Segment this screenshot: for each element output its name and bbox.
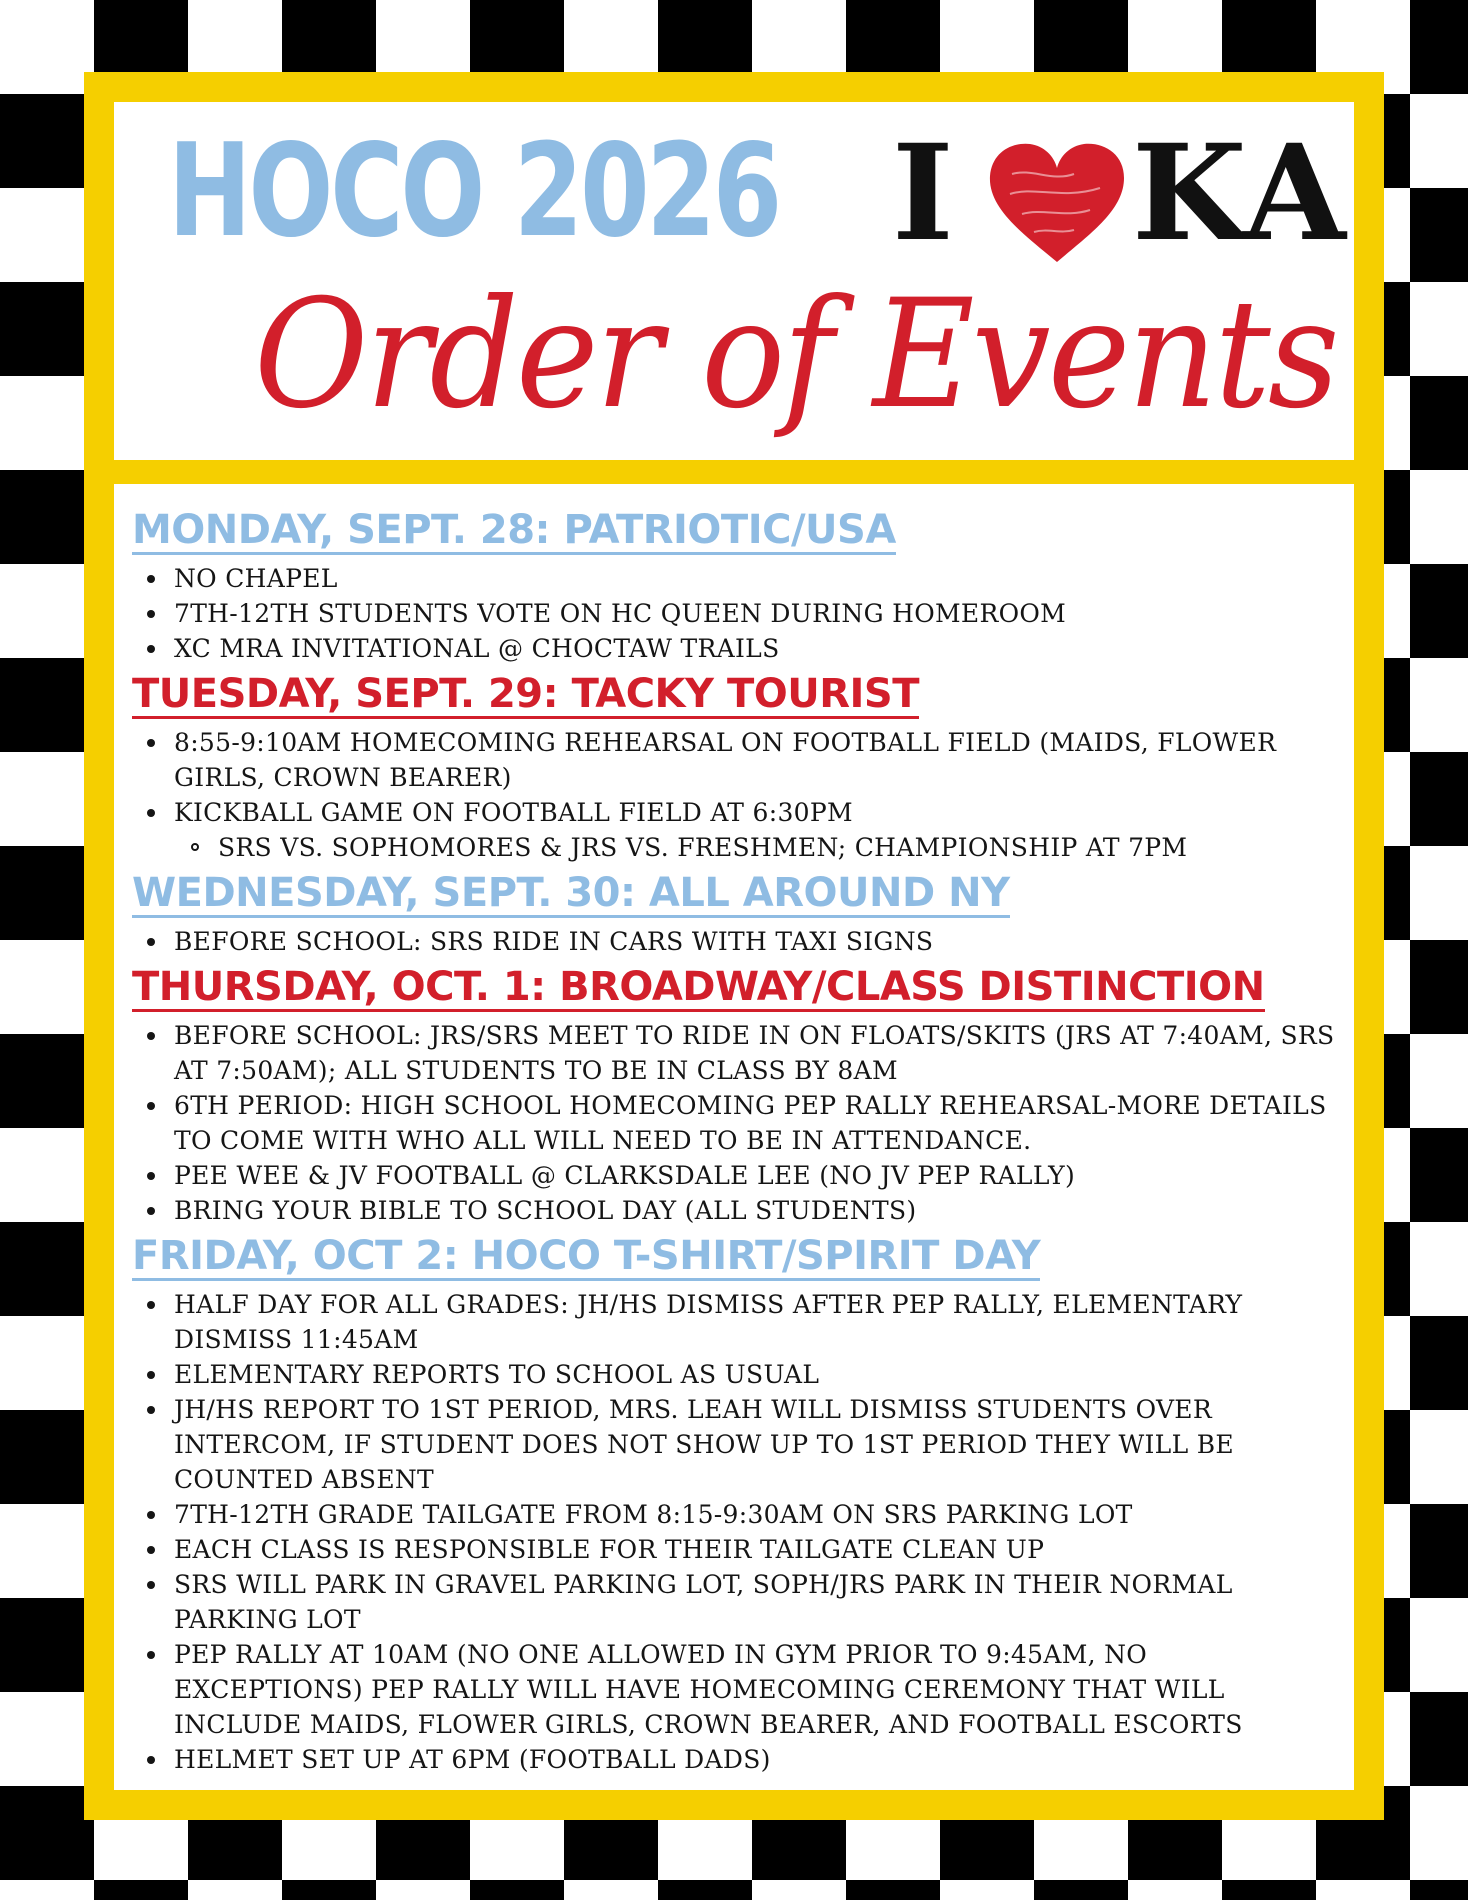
event-item (174, 1392, 1344, 1497)
event-text: KICKBALL GAME ON FOOTBALL FIELD AT 6:30PM (174, 798, 853, 827)
bullet-icon (147, 575, 155, 583)
event-text: JH/HS REPORT TO 1ST PERIOD, MRS. LEAH WILL DISMISS STUDENTS OVER INTERCOM, IF STUDENT DOES NOT SHOW UP TO 1ST PERIOD THEY WILL BE COUNTED ABSENT (174, 1395, 1234, 1494)
day-section (132, 507, 1344, 666)
event-item (174, 596, 1344, 631)
bullet-icon (147, 1371, 155, 1379)
event-item (174, 1742, 1344, 1777)
event-text: ELEMENTARY REPORTS TO SCHOOL AS USUAL (174, 1360, 820, 1389)
bullet-icon (147, 1207, 155, 1215)
yellow-frame (84, 72, 1384, 1820)
event-text: PEE WEE & JV FOOTBALL @ CLARKSDALE LEE (NO JV PEP RALLY) (174, 1161, 1075, 1190)
event-item (174, 1088, 1344, 1158)
event-text: HELMET SET UP AT 6PM (FOOTBALL DADS) (174, 1745, 771, 1774)
day-heading: WEDNESDAY, SEPT. 30: ALL AROUND NY (132, 870, 1010, 916)
event-item (174, 1532, 1344, 1567)
sub-event-item (218, 830, 1344, 865)
event-text: NO CHAPEL (174, 564, 338, 593)
event-text: HALF DAY FOR ALL GRADES: JH/HS DISMISS AFTER PEP RALLY, ELEMENTARY DISMISS 11:45AM (174, 1290, 1243, 1354)
day-section (132, 870, 1344, 959)
bullet-icon (147, 645, 155, 653)
event-item (174, 924, 1344, 959)
day-heading: THURSDAY, OCT. 1: BROADWAY/CLASS DISTINCTION (132, 964, 1265, 1010)
event-item (174, 1018, 1344, 1088)
event-list (132, 1287, 1344, 1777)
bullet-icon (147, 1172, 155, 1180)
event-text: BEFORE SCHOOL: SRS RIDE IN CARS WITH TAXI SIGNS (174, 927, 934, 956)
event-list (132, 561, 1344, 666)
bullet-icon (147, 1511, 155, 1519)
bullet-icon (147, 1406, 155, 1414)
event-list (132, 725, 1344, 865)
bullet-icon (147, 1756, 155, 1764)
event-item (174, 1567, 1344, 1637)
bullet-icon (147, 1102, 155, 1110)
event-text: SRS WILL PARK IN GRAVEL PARKING LOT, SOPH/JRS PARK IN THEIR NORMAL PARKING LOT (174, 1570, 1233, 1634)
event-item (174, 1637, 1344, 1742)
event-text: 7TH-12TH GRADE TAILGATE FROM 8:15-9:30AM ON SRS PARKING LOT (174, 1500, 1133, 1529)
day-heading: TUESDAY, SEPT. 29: TACKY TOURIST (132, 671, 919, 717)
bullet-icon (147, 1546, 155, 1554)
event-text: PEP RALLY AT 10AM (NO ONE ALLOWED IN GYM PRIOR TO 9:45AM, NO EXCEPTIONS) PEP RALLY WILL HAVE HOMECOMING CEREMONY THAT WILL INCLUDE MAIDS, FLOWER GIRLS, CROWN BEARER, AND FOOTBALL ESCORTS (174, 1640, 1243, 1739)
circle-bullet-icon (191, 843, 199, 851)
event-text: XC MRA INVITATIONAL @ CHOCTAW TRAILS (174, 634, 780, 663)
bullet-icon (147, 938, 155, 946)
event-text: 8:55-9:10AM HOMECOMING REHEARSAL ON FOOTBALL FIELD (MAIDS, FLOWER GIRLS, CROWN BEARER) (174, 728, 1277, 792)
events-list (132, 507, 1344, 1785)
day-section (132, 1233, 1344, 1777)
sub-event-list (174, 830, 1344, 865)
event-item (174, 1287, 1344, 1357)
event-item (174, 1158, 1344, 1193)
event-text: EACH CLASS IS RESPONSIBLE FOR THEIR TAILGATE CLEAN UP (174, 1535, 1045, 1564)
day-heading: MONDAY, SEPT. 28: PATRIOTIC/USA (132, 507, 896, 553)
event-item (174, 1357, 1344, 1392)
event-item (174, 795, 1344, 865)
events-panel (114, 484, 1354, 1790)
bullet-icon (147, 739, 155, 747)
bullet-icon (147, 1651, 155, 1659)
event-text: BEFORE SCHOOL: JRS/SRS MEET TO RIDE IN ON FLOATS/SKITS (JRS AT 7:40AM, SRS AT 7:50AM); ALL STUDENTS TO BE IN CLASS BY 8AM (174, 1021, 1335, 1085)
hoco-title: HOCO 2026 (168, 117, 780, 266)
event-text: 6TH PERIOD: HIGH SCHOOL HOMECOMING PEP RALLY REHEARSAL-MORE DETAILS TO COME WITH WHO ALL WILL NEED TO BE IN ATTENDANCE. (174, 1091, 1327, 1155)
logo-letter-i: I (892, 116, 954, 271)
day-section (132, 671, 1344, 865)
bullet-icon (147, 1581, 155, 1589)
sub-event-text: SRS VS. SOPHOMORES & JRS VS. FRESHMEN; CHAMPIONSHIP AT 7PM (218, 833, 1188, 862)
header-banner (114, 102, 1354, 460)
heart-icon (982, 138, 1132, 268)
event-list (132, 1018, 1344, 1228)
day-section (132, 964, 1344, 1228)
event-item (174, 1497, 1344, 1532)
day-heading: FRIDAY, OCT 2: HOCO T-SHIRT/SPIRIT DAY (132, 1233, 1041, 1279)
event-item (174, 1193, 1344, 1228)
bullet-icon (147, 809, 155, 817)
bullet-icon (147, 1301, 155, 1309)
i-love-ka-logo (892, 116, 1348, 284)
event-list (132, 924, 1344, 959)
event-item (174, 725, 1344, 795)
order-of-events-title: Order of Events (254, 268, 1337, 442)
event-text: BRING YOUR BIBLE TO SCHOOL DAY (ALL STUDENTS) (174, 1196, 917, 1225)
logo-letters-ka: KA (1132, 116, 1348, 271)
event-item (174, 631, 1344, 666)
bullet-icon (147, 610, 155, 618)
event-text: 7TH-12TH STUDENTS VOTE ON HC QUEEN DURING HOMEROOM (174, 599, 1067, 628)
bullet-icon (147, 1032, 155, 1040)
event-item (174, 561, 1344, 596)
